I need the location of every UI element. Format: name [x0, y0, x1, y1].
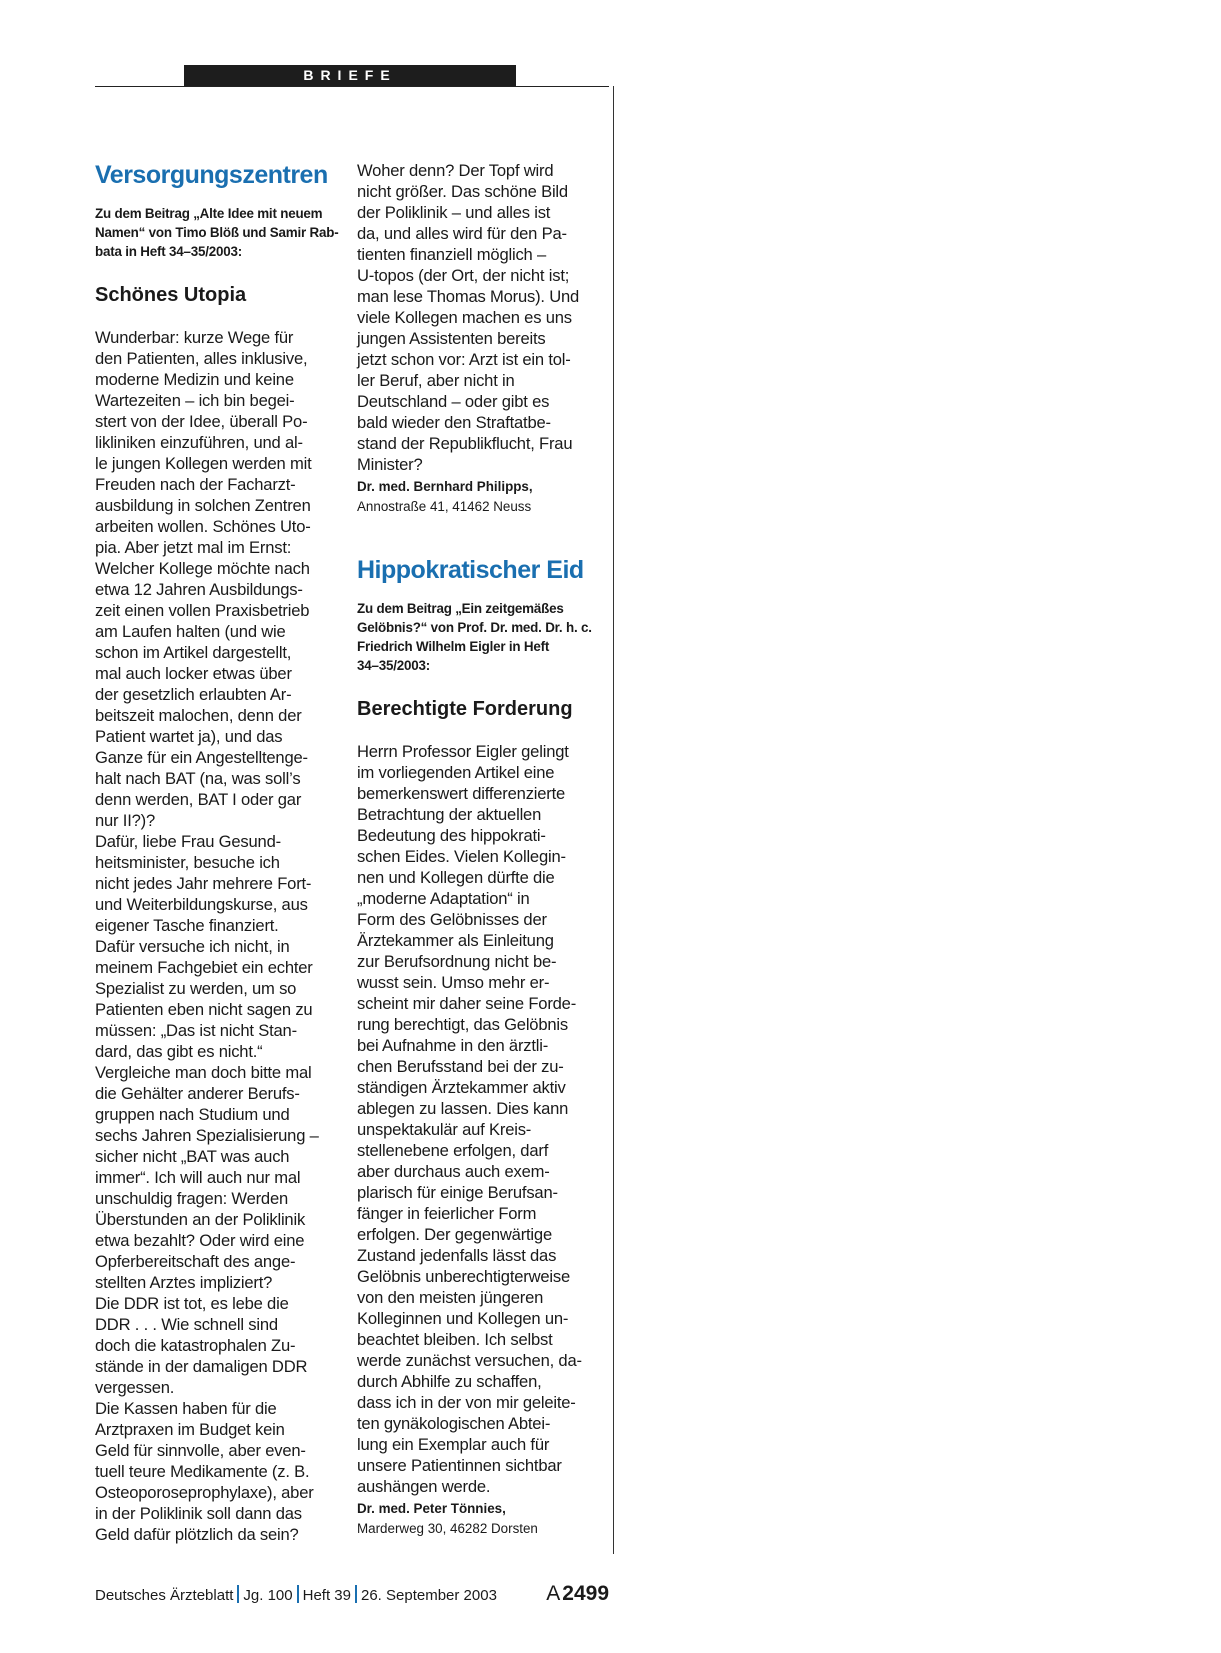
body-line: lung ein Exemplar auch für: [357, 1435, 550, 1454]
article-intro: [357, 599, 609, 675]
body-line: zeit einen vollen Praxisbetrieb: [95, 601, 310, 620]
body-line: meinem Fachgebiet ein echter: [95, 958, 313, 977]
body-line: beachtet bleiben. Ich selbst: [357, 1330, 553, 1349]
body-line: nur II?)?: [95, 811, 155, 830]
signature-name: Dr. med. Bernhard Philipps,: [357, 479, 533, 494]
footer-separator: [237, 1585, 239, 1603]
body-line: DDR . . . Wie schnell sind: [95, 1315, 278, 1334]
body-line: denn werden, BAT I oder gar: [95, 790, 302, 809]
body-line: heitsminister, besuche ich: [95, 853, 280, 872]
section-label: BRIEFE: [303, 67, 397, 83]
body-line: immer“. Ich will auch nur mal: [95, 1168, 301, 1187]
body-line: stellten Arztes impliziert?: [95, 1273, 273, 1292]
body-line: chen Berufsstand bei der zu-: [357, 1057, 564, 1076]
body-line: Ganze für ein Angestelltenge-: [95, 748, 308, 767]
footer-publication: Deutsches Ärzteblatt: [95, 1587, 234, 1604]
body-line: von den meisten jüngeren: [357, 1288, 544, 1307]
body-line: tienten finanziell möglich –: [357, 245, 547, 264]
body-line: Die DDR ist tot, es lebe die: [95, 1294, 289, 1313]
body-line: pia. Aber jetzt mal im Ernst:: [95, 538, 292, 557]
body-line: Geld für sinnvolle, aber even-: [95, 1441, 306, 1460]
body-line: Freuden nach der Facharzt-: [95, 475, 296, 494]
page-number: [546, 1582, 609, 1606]
body-line: aber durchaus auch exem-: [357, 1162, 550, 1181]
page-number-value: 2499: [562, 1582, 609, 1605]
body-line: dass ich in der von mir geleite-: [357, 1393, 576, 1412]
body-line: Kolleginnen und Kollegen un-: [357, 1309, 569, 1328]
footer-volume: Jg. 100: [243, 1587, 293, 1604]
body-line: gruppen nach Studium und: [95, 1105, 290, 1124]
body-line: plarisch für einige Berufsan-: [357, 1183, 558, 1202]
body-line: eigener Tasche finanziert.: [95, 916, 279, 935]
body-line: aushängen werde.: [357, 1477, 491, 1496]
body-line: Arztpraxen im Budget kein: [95, 1420, 285, 1439]
letter-subhead: Berechtigte Forderung: [357, 698, 573, 720]
body-line: Patient wartet ja), und das: [95, 727, 283, 746]
body-line: ten gynäkologischen Abtei-: [357, 1414, 551, 1433]
signature-address: Marderweg 30, 46282 Dorsten: [357, 1521, 538, 1536]
body-line: stand der Republikflucht, Frau: [357, 434, 573, 453]
intro-line: Gelöbnis?“ von Prof. Dr. med. Dr. h. c.: [357, 620, 592, 635]
body-line: scheint mir daher seine Forde-: [357, 994, 577, 1013]
body-line: doch die katastrophalen Zu-: [95, 1336, 296, 1355]
body-line: unspektakulär auf Kreis-: [357, 1120, 532, 1139]
body-line: Deutschland – oder gibt es: [357, 392, 550, 411]
body-line: beitszeit malochen, denn der: [95, 706, 302, 725]
body-line: jungen Assistenten bereits: [357, 329, 546, 348]
footer-issue: Heft 39: [302, 1587, 351, 1604]
body-line: mal auch locker etwas über: [95, 664, 292, 683]
body-line: am Laufen halten (und wie: [95, 622, 286, 641]
body-line: etwa 12 Jahren Ausbildungs-: [95, 580, 303, 599]
body-line: unsere Patientinnen sichtbar: [357, 1456, 562, 1475]
body-line: ablegen zu lassen. Dies kann: [357, 1099, 569, 1118]
body-line: Osteoporoseprophylaxe), aber: [95, 1483, 314, 1502]
body-line: jetzt schon vor: Arzt ist ein tol-: [357, 350, 571, 369]
signature-address: Annostraße 41, 41462 Neuss: [357, 499, 532, 514]
body-line: Herrn Professor Eigler gelingt: [357, 742, 569, 761]
body-line: stellenebene erfolgen, darf: [357, 1141, 549, 1160]
body-line: tuell teure Medikamente (z. B.: [95, 1462, 310, 1481]
article-intro: [95, 204, 345, 261]
body-line: dard, das gibt es nicht.“: [95, 1042, 263, 1061]
body-line: Geld dafür plötzlich da sein?: [95, 1525, 299, 1544]
left-column: [95, 160, 345, 1545]
body-line: nicht jedes Jahr mehrere Fort-: [95, 874, 312, 893]
body-line: bemerkenswert differenzierte: [357, 784, 566, 803]
footer-date: 26. September 2003: [361, 1587, 497, 1604]
body-line: halt nach BAT (na, was soll’s: [95, 769, 301, 788]
body-line: stände in der damaligen DDR: [95, 1357, 308, 1376]
letter-subhead: Schönes Utopia: [95, 284, 247, 306]
body-line: „moderne Adaptation“ in: [357, 889, 530, 908]
body-line: Form des Gelöbnisses der: [357, 910, 547, 929]
body-line: vergessen.: [95, 1378, 175, 1397]
body-line: etwa bezahlt? Oder wird eine: [95, 1231, 305, 1250]
body-line: bald wieder den Straftatbe-: [357, 413, 551, 432]
body-line: erfolgen. Der gegenwärtige: [357, 1225, 552, 1244]
body-line: Dafür, liebe Frau Gesund-: [95, 832, 281, 851]
intro-line: Namen“ von Timo Blöß und Samir Rab-: [95, 225, 339, 240]
body-line: der gesetzlich erlaubten Ar-: [95, 685, 292, 704]
body-line: likliniken einzuführen, und al-: [95, 433, 303, 452]
body-line: Bedeutung des hippokrati-: [357, 826, 546, 845]
article-title-versorgungszentren: Versorgungszentren: [95, 161, 328, 189]
body-line: Vergleiche man doch bitte mal: [95, 1063, 312, 1082]
signature-name: Dr. med. Peter Tönnies,: [357, 1501, 506, 1516]
header-rule: [95, 86, 609, 87]
body-line: werde zunächst versuchen, da-: [357, 1351, 582, 1370]
body-line: sicher nicht „BAT was auch: [95, 1147, 290, 1166]
body-line: viele Kollegen machen es uns: [357, 308, 572, 327]
body-line: im vorliegenden Artikel eine: [357, 763, 555, 782]
letter-body-left: [95, 327, 345, 1545]
body-line: unschuldig fragen: Werden: [95, 1189, 289, 1208]
body-line: der Poliklinik – und alles ist: [357, 203, 551, 222]
body-line: Betrachtung der aktuellen: [357, 805, 542, 824]
body-line: bei Aufnahme in den ärztli-: [357, 1036, 549, 1055]
body-line: le jungen Kollegen werden mit: [95, 454, 312, 473]
body-line: Ärztekammer als Einleitung: [357, 931, 554, 950]
body-line: Dafür versuche ich nicht, in: [95, 937, 290, 956]
body-line: Welcher Kollege möchte nach: [95, 559, 310, 578]
body-line: wusst sein. Umso mehr er-: [357, 973, 550, 992]
body-line: Spezialist zu werden, um so: [95, 979, 297, 998]
body-line: Minister?: [357, 455, 423, 474]
body-line: Zustand jedenfalls lässt das: [357, 1246, 557, 1265]
page-footer: [95, 1584, 609, 1608]
letter-body: [357, 741, 609, 1497]
column-divider-rule: [613, 86, 614, 1554]
body-line: nen und Kollegen dürfte die: [357, 868, 555, 887]
body-line: den Patienten, alles inklusive,: [95, 349, 308, 368]
body-line: arbeiten wollen. Schönes Uto-: [95, 517, 311, 536]
body-line: rung berechtigt, das Gelöbnis: [357, 1015, 568, 1034]
body-line: nicht größer. Das schöne Bild: [357, 182, 568, 201]
footer-separator: [355, 1585, 357, 1603]
body-line: die Gehälter anderer Berufs-: [95, 1084, 300, 1103]
body-line: ler Beruf, aber nicht in: [357, 371, 515, 390]
right-column: [357, 160, 609, 1539]
article-title-hippokratischer-eid: Hippokratischer Eid: [357, 556, 584, 584]
intro-line: bata in Heft 34–35/2003:: [95, 244, 243, 259]
body-line: Gelöbnis unberechtigterweise: [357, 1267, 571, 1286]
body-line: Überstunden an der Poliklinik: [95, 1210, 306, 1229]
page-prefix: A: [546, 1582, 561, 1605]
body-line: sechs Jahren Spezialisierung –: [95, 1126, 319, 1145]
body-line: zur Berufsordnung nicht be-: [357, 952, 557, 971]
footer-separator: [297, 1585, 299, 1603]
body-line: Woher denn? Der Topf wird: [357, 161, 554, 180]
body-line: Opferbereitschaft des ange-: [95, 1252, 296, 1271]
article-hippokratischer-eid: [357, 555, 609, 1539]
body-line: ausbildung in solchen Zentren: [95, 496, 311, 515]
body-line: U-topos (der Ort, der nicht ist;: [357, 266, 570, 285]
body-line: da, und alles wird für den Pa-: [357, 224, 567, 243]
body-line: fänger in feierlicher Form: [357, 1204, 537, 1223]
intro-line: Zu dem Beitrag „Ein zeitgemäßes: [357, 601, 564, 616]
body-line: man lese Thomas Morus). Und: [357, 287, 580, 306]
body-line: moderne Medizin und keine: [95, 370, 294, 389]
body-line: Wunderbar: kurze Wege für: [95, 328, 294, 347]
body-line: stert von der Idee, überall Po-: [95, 412, 308, 431]
letter-body-continued: [357, 160, 609, 475]
body-line: Die Kassen haben für die: [95, 1399, 277, 1418]
body-line: schon im Artikel dargestellt,: [95, 643, 292, 662]
body-line: müssen: „Das ist nicht Stan-: [95, 1021, 297, 1040]
body-line: und Weiterbildungskurse, aus: [95, 895, 308, 914]
body-line: Wartezeiten – ich bin begei-: [95, 391, 295, 410]
body-line: schen Eides. Vielen Kollegin-: [357, 847, 566, 866]
body-line: in der Poliklinik soll dann das: [95, 1504, 302, 1523]
body-line: Patienten eben nicht sagen zu: [95, 1000, 313, 1019]
intro-line: 34–35/2003:: [357, 658, 431, 673]
intro-line: Zu dem Beitrag „Alte Idee mit neuem: [95, 206, 323, 221]
intro-line: Friedrich Wilhelm Eigler in Heft: [357, 639, 550, 654]
body-line: durch Abhilfe zu schaffen,: [357, 1372, 542, 1391]
body-line: ständigen Ärztekammer aktiv: [357, 1078, 566, 1097]
